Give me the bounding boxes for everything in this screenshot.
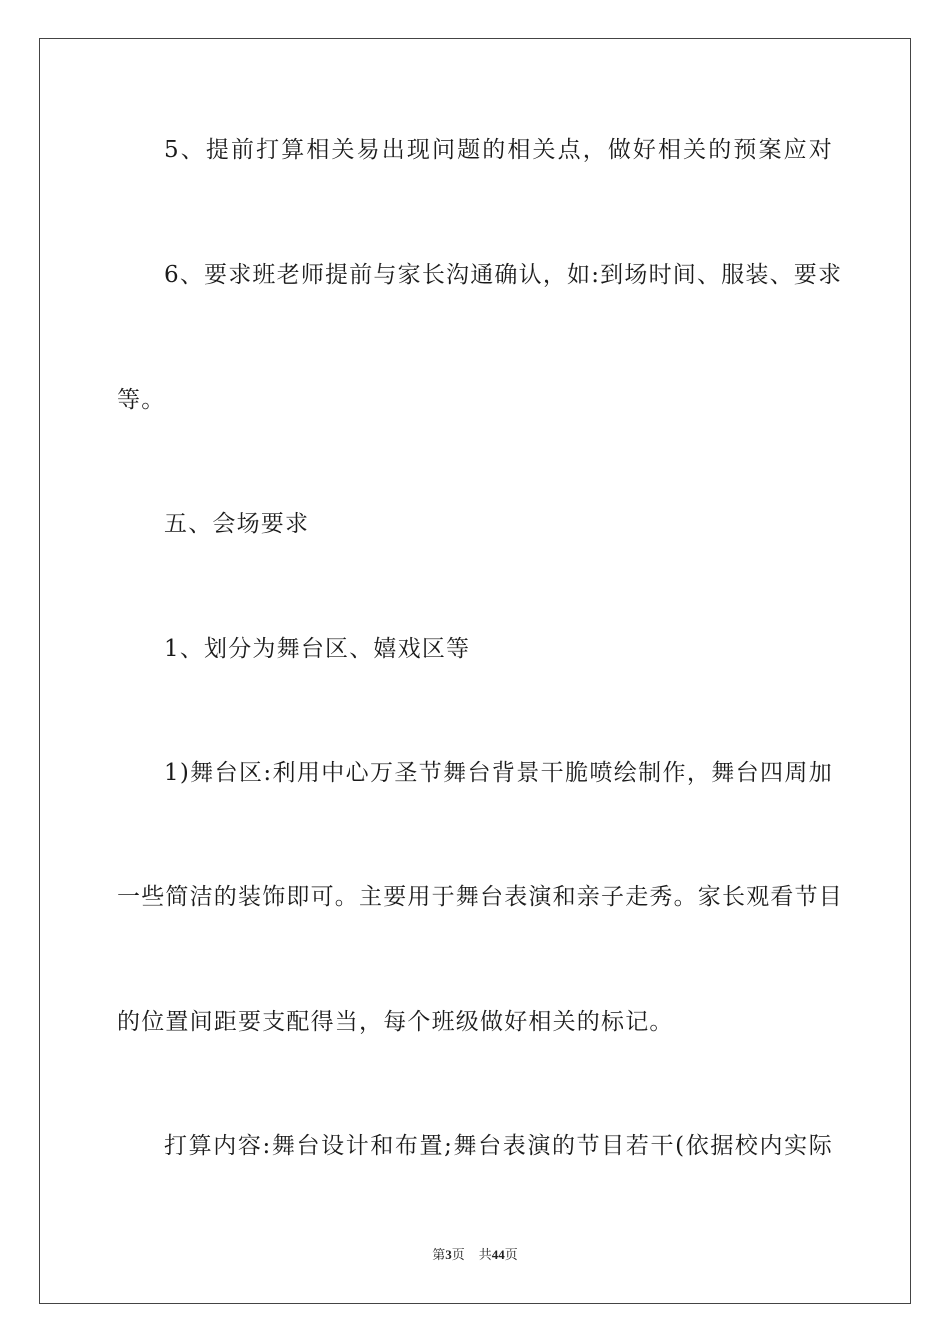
page-footer: [0, 1247, 950, 1263]
footer-total-prefix: 共: [478, 1247, 492, 1262]
paragraph-line-stage-area: 1)舞台区:利用中心万圣节舞台背景干脆喷绘制作，舞台四周加: [164, 760, 833, 786]
footer-page-suffix: 页: [451, 1247, 465, 1262]
paragraph-line-item5: 5、提前打算相关易出现问题的相关点，做好相关的预案应对: [164, 137, 833, 163]
paragraph-line-stage-area-3: 的位置间距要支配得当，每个班级做好相关的标记。: [117, 1009, 674, 1035]
paragraph-line-item6: 6、要求班老师提前与家长沟通确认，如:到场时间、服装、要求: [164, 262, 843, 288]
page-border: [39, 38, 911, 1304]
paragraph-line-stage-area-2: 一些简洁的装饰即可。主要用于舞台表演和亲子走秀。家长观看节目: [117, 884, 843, 910]
paragraph-line-item6-continued: 等。: [117, 387, 166, 413]
section-heading-venue: 五、会场要求: [164, 511, 310, 537]
paragraph-line-prep-content: 打算内容:舞台设计和布置;舞台表演的节目若干(依据校内实际: [164, 1133, 833, 1159]
footer-total-suffix: 页: [504, 1247, 518, 1262]
footer-page-number: 3: [445, 1247, 452, 1262]
footer-page-prefix: 第: [432, 1247, 446, 1262]
footer-total-number: 44: [491, 1247, 505, 1262]
paragraph-line-zones: 1、划分为舞台区、嬉戏区等: [164, 636, 471, 662]
